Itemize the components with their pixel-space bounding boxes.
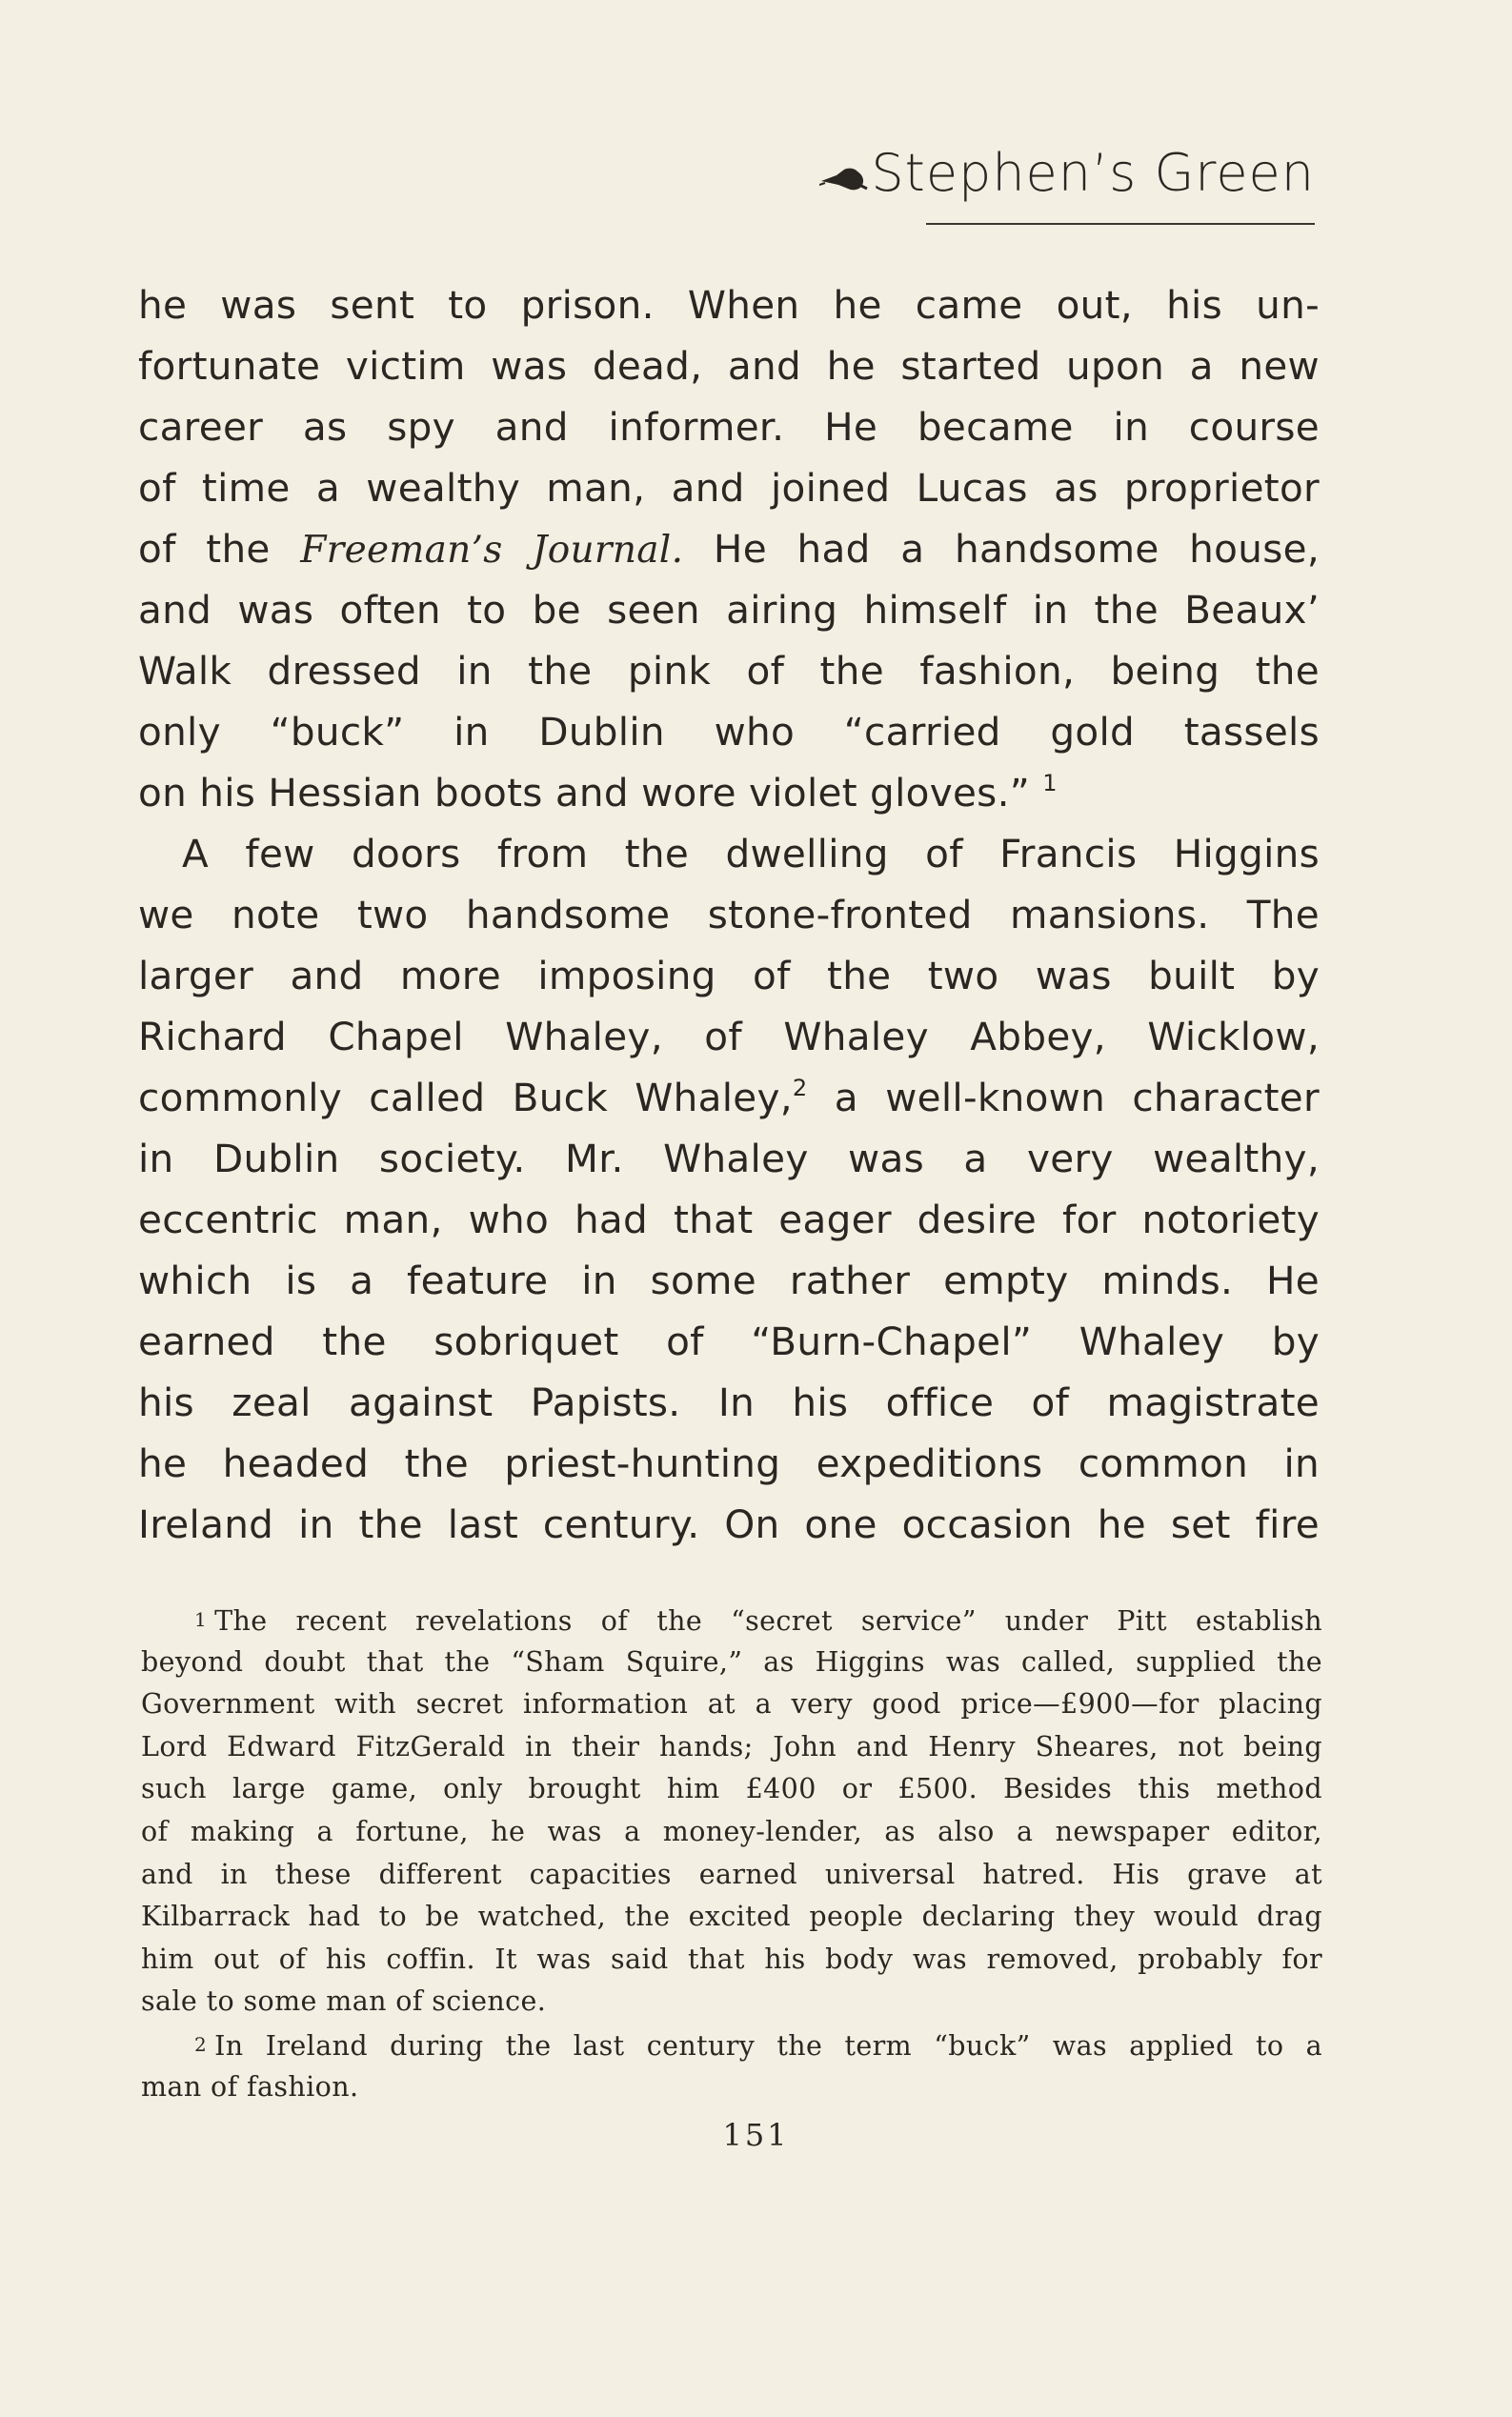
text-line: only “buck” in Dublin who “carried gold tassels [138, 709, 1320, 755]
text-line: his zeal against Papists. In his office of magistrate [138, 1380, 1320, 1425]
newspaper-title: Freeman’s Journal. [300, 529, 684, 572]
page-number: 151 [722, 2117, 790, 2153]
text-line: of the Freeman’s Journal. He had a handsome house, [138, 526, 1320, 572]
footnote-line: and in these different capacities earned universal hatred. His grave at [141, 1858, 1322, 1890]
text-line: earned the sobriquet of “Burn-Chapel” Whaley by [138, 1319, 1320, 1364]
text-line: Walk dressed in the pink of the fashion, being the [138, 648, 1320, 694]
text-line: in Dublin society. Mr. Whaley was a very wealthy, [138, 1136, 1320, 1181]
text-line: Richard Chapel Whaley, of Whaley Abbey, Wicklow, [138, 1014, 1320, 1059]
footnote-line: 2 In Ireland during the last century the term “buck” was applied to a [194, 2029, 1322, 2062]
footnote-line: Government with secret information at a very good price—£900—for placing [141, 1688, 1322, 1721]
text-line: on his Hessian boots and wore violet gloves.” $^1$ [138, 770, 1058, 816]
text-line: he was sent to prison. When he came out, his un- [138, 282, 1320, 328]
pointing-hand-icon [819, 160, 869, 198]
footnote-line: of making a fortune, he was a money-lender, as also a newspaper editor, [141, 1815, 1322, 1847]
text-line: and was often to be seen airing himself in the Beaux’ [138, 587, 1320, 633]
footnote-ref-1: 1 [1042, 770, 1058, 796]
text-line: commonly called Buck Whaley,$^2$ a well-known character [138, 1075, 1320, 1120]
text-line: Ireland in the last century. On one occasion he set fire [138, 1501, 1320, 1547]
text-line: which is a feature in some rather empty minds. He [138, 1258, 1320, 1303]
text-line: A few doors from the dwelling of Francis Higgins [182, 831, 1320, 876]
text-line: we note two handsome stone-fronted mansions. The [138, 892, 1320, 937]
footnote-line: Lord Edward FitzGerald in their hands; John and Henry Sheares, not being [141, 1730, 1322, 1762]
main-text [138, 274, 1320, 1555]
text-line: career as spy and informer. He became in course [138, 404, 1320, 450]
footnote-number: 2 [194, 2032, 208, 2056]
text-line: fortunate victim was dead, and he started upon a new [138, 343, 1320, 389]
footnote-ref-2: 2 [792, 1075, 808, 1101]
footnote-line: Kilbarrack had to be watched, the excited people declaring they would drag [141, 1901, 1322, 1933]
text-line: larger and more imposing of the two was built by [138, 953, 1320, 998]
running-header [819, 143, 1315, 229]
footnote-line: 1 The recent revelations of the “secret service” under Pitt establish [194, 1605, 1322, 1637]
text-line: eccentric man, who had that eager desire for notoriety [138, 1197, 1320, 1242]
footnote-line: beyond doubt that the “Sham Squire,” as Higgins was called, supplied the [141, 1645, 1322, 1678]
text-line: he headed the priest-hunting expeditions common in [138, 1440, 1320, 1486]
footnote-line: sale to some man of science. [141, 1985, 547, 2018]
footnote-line: such large game, only brought him £400 or £500. Besides this method [141, 1773, 1322, 1805]
footnote-line: him out of his coffin. It was said that his body was removed, probably for [141, 1943, 1322, 1975]
footnote-number: 1 [194, 1608, 208, 1631]
header-rule [926, 223, 1315, 225]
footnotes [141, 1599, 1322, 2108]
text-line: of time a wealthy man, and joined Lucas as proprietor [138, 465, 1320, 511]
running-title: Stephen’s Green [871, 143, 1315, 203]
footnote-line: man of fashion. [141, 2070, 359, 2103]
